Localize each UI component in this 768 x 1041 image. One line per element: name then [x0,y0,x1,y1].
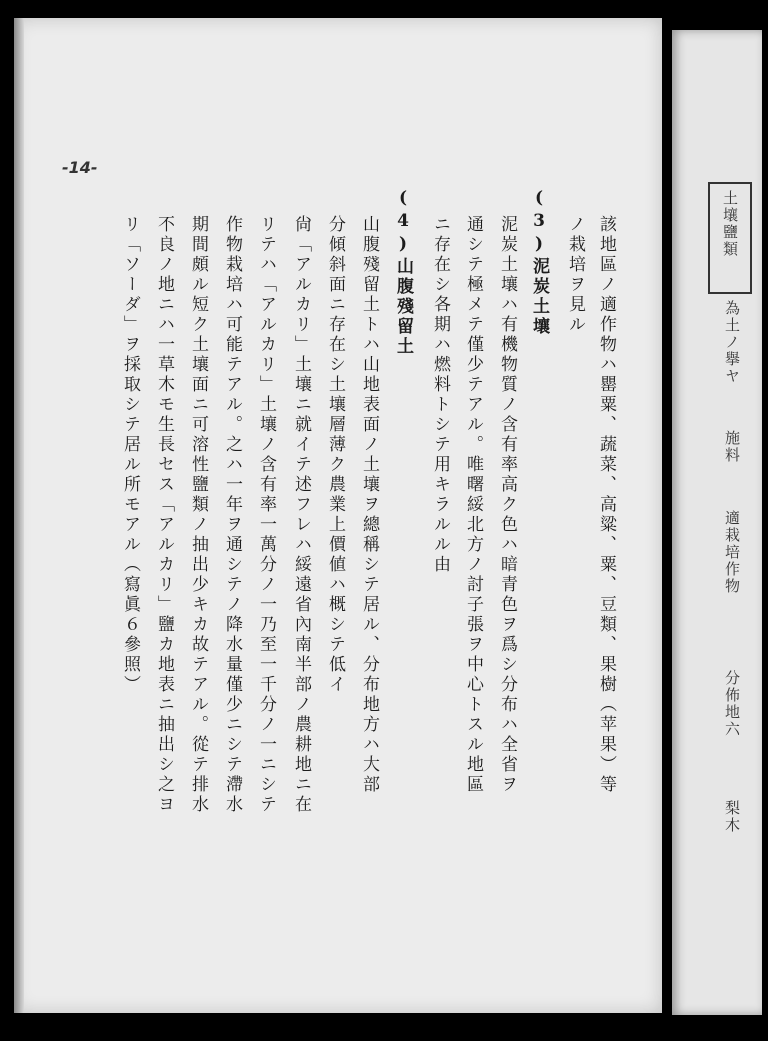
adjacent-page-line-3: 適栽培作物 [723,510,741,595]
section-heading-peat-soil: (3)泥炭土壤 [529,188,549,337]
adjacent-page-line-4: 分佈地六 [723,670,741,738]
adjacent-page-line-2: 施料 [723,430,741,464]
text-column-11: リテハ「アルカリ」土壤ノ含有率一萬分ノ一乃至一千分ノ一ニシテ [256,215,276,815]
adjacent-page-line-1: 為土ノ擧ヤ [723,300,741,385]
page-number: -14- [62,158,98,177]
page-binding-shadow [14,18,24,1013]
adjacent-page-edge [672,30,762,1015]
text-column-12: 作物栽培ハ可能テアル。之ハ一年ヲ通シテノ降水量僅少ニシテ滯水 [222,215,242,815]
text-column-5: 通シテ極メテ僅少テアル。唯曙綏北方ノ討子張ヲ中心トスル地區 [463,215,483,795]
text-column-14: 不良ノ地ニハ一草木モ生長セス「アルカリ」鹽カ地表ニ抽出シ之ヨ [154,215,174,815]
text-column-2: ノ栽培ヲ見ル [565,215,585,335]
text-column-9: 分傾斜面ニ存在シ土壤層薄ク農業上價値ハ概シテ低イ [325,215,345,695]
text-column-4: 泥炭土壤ハ有機物質ノ含有率高ク色ハ暗青色ヲ爲シ分布ハ全省ヲ [497,215,517,795]
text-column-6: ニ存在シ各期ハ燃料トシテ用キラルル由 [430,215,450,575]
text-column-10: 尙「アルカリ」土壤ニ就イテ述フレハ綏遠省內南半部ノ農耕地ニ在 [291,215,311,815]
text-column-15: リ「ソーダ」ヲ採取シテ居ル所モアル（寫眞６參照） [120,215,140,695]
adjacent-page-line-5: 梨木 [723,800,741,834]
section-heading-mountain-residual-soil: (4)山腹殘留土 [393,188,413,357]
adjacent-page-title: 土壤鹽類 [721,190,739,258]
text-column-1: 該地區ノ適作物ハ罌粟、蔬菜、高粱、粟、豆類、果樹（苹果）等 [596,215,616,795]
text-column-8: 山腹殘留土トハ山地表面ノ土壤ヲ總稱シテ居ル、分布地方ハ大部 [359,215,379,795]
text-column-13: 期間頗ル短ク土壤面ニ可溶性鹽類ノ抽出少キカ故テアル。從テ排水 [188,215,208,815]
